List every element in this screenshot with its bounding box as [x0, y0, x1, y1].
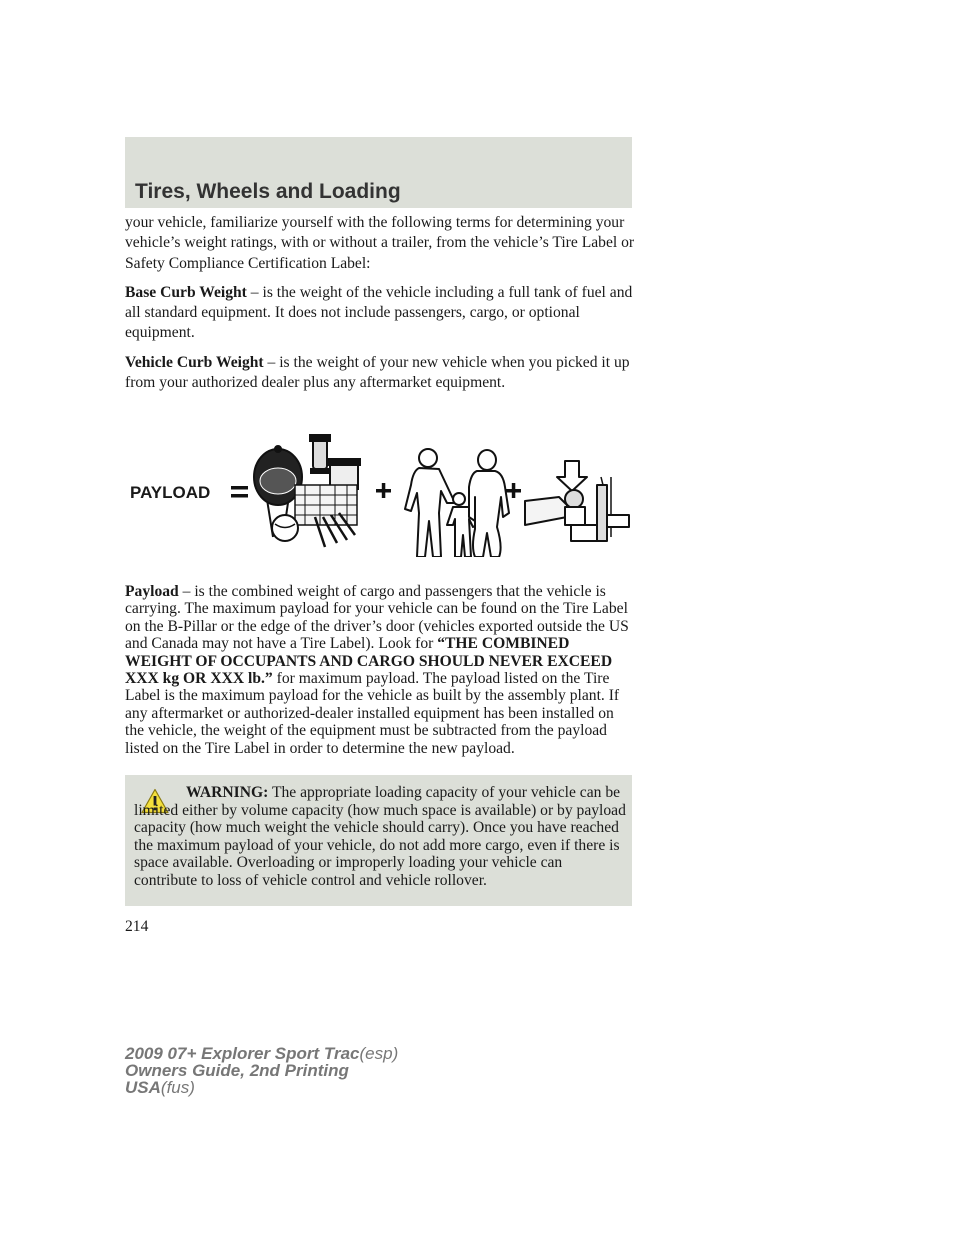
- trailer-hitch-icon: [525, 461, 629, 541]
- term-base-curb-weight: [125, 283, 635, 344]
- term-definition: – is the weight of the vehicle including a full tank of fuel and all standard equipment. It does not include passengers, cargo, or optional equipment.: [125, 283, 633, 342]
- term-label: Vehicle Curb Weight: [125, 353, 264, 371]
- payload-text-part2: for maximum payload. The payload listed on the Tire Label is the maximum payload for the vehicle as built by the assembly plant. If any aftermarket or authorized-dealer installed equipment has been installed on the vehicle, the weight of the equipment must be subtracted from the payload listed on the Tire Label in order to determine the new payload.: [125, 670, 620, 757]
- page-number: 214: [125, 918, 149, 935]
- footer-guide: Owners Guide, 2nd Printing: [125, 1061, 349, 1080]
- section-title: Tires, Wheels and Loading: [135, 180, 401, 203]
- term-vehicle-curb-weight: [125, 353, 635, 394]
- footer-guide-line: [125, 1062, 398, 1079]
- footer-market: USA: [125, 1078, 161, 1097]
- footer-market-line: [125, 1079, 398, 1096]
- cargo-icon: [254, 435, 360, 547]
- payload-equation-illustration: [125, 425, 632, 557]
- footer-model-code: (esp): [359, 1044, 399, 1063]
- payload-paragraph: [125, 583, 635, 757]
- warning-text: [134, 784, 626, 890]
- section-header: [125, 137, 632, 208]
- payload-illustration: [125, 425, 632, 557]
- intro-paragraph: your vehicle, familiarize yourself with the following terms for determining your vehicle’s weight ratings, with or without a trailer, from the vehicle’s Tire Label or Safety Compliance Certification Label:: [125, 214, 635, 272]
- payload-text-part1: – is the combined weight of cargo and passengers that the vehicle is carrying. The maximum payload for your vehicle can be found on the Tire Label on the B-Pillar or the edge of the driver’s door (vehicles exported outside the US and Canada may not have a Tire Label). Look for: [125, 583, 629, 653]
- payload-label-quote: “THE COMBINED WEIGHT OF OCCUPANTS AND CARGO SHOULD NEVER EXCEED XXX kg OR XXX lb.”: [125, 635, 613, 688]
- payload-figure-label: PAYLOAD: [130, 483, 211, 502]
- footer-model: 2009 07+ Explorer Sport Trac: [125, 1044, 360, 1063]
- term-label: Payload: [125, 583, 179, 600]
- plus-sign: [376, 483, 391, 498]
- footer-model-line: [125, 1045, 398, 1062]
- footer-market-code: (fus): [160, 1078, 195, 1097]
- footer-imprint: [125, 1045, 398, 1096]
- warning-box: [125, 775, 632, 906]
- term-definition: – is the weight of your new vehicle when you picked it up from your authorized dealer plus any aftermarket equipment.: [125, 353, 630, 392]
- body-text: [125, 213, 635, 402]
- warning-label: WARNING:: [186, 784, 269, 801]
- equals-sign: [231, 486, 248, 498]
- warning-body: The appropriate loading capacity of your vehicle can be limited either by volume capacity (how much space is available) or by payload capacity (how much weight the vehicle should carry). Once you have reached the maximum payload of your vehicle, do not add more cargo, even if there is space available. Overloading or improperly loading your vehicle can contribute to loss of vehicle control and vehicle rollover.: [134, 784, 626, 889]
- term-label: Base Curb Weight: [125, 283, 247, 301]
- passengers-icon: [405, 449, 509, 557]
- plus-sign: [506, 483, 521, 498]
